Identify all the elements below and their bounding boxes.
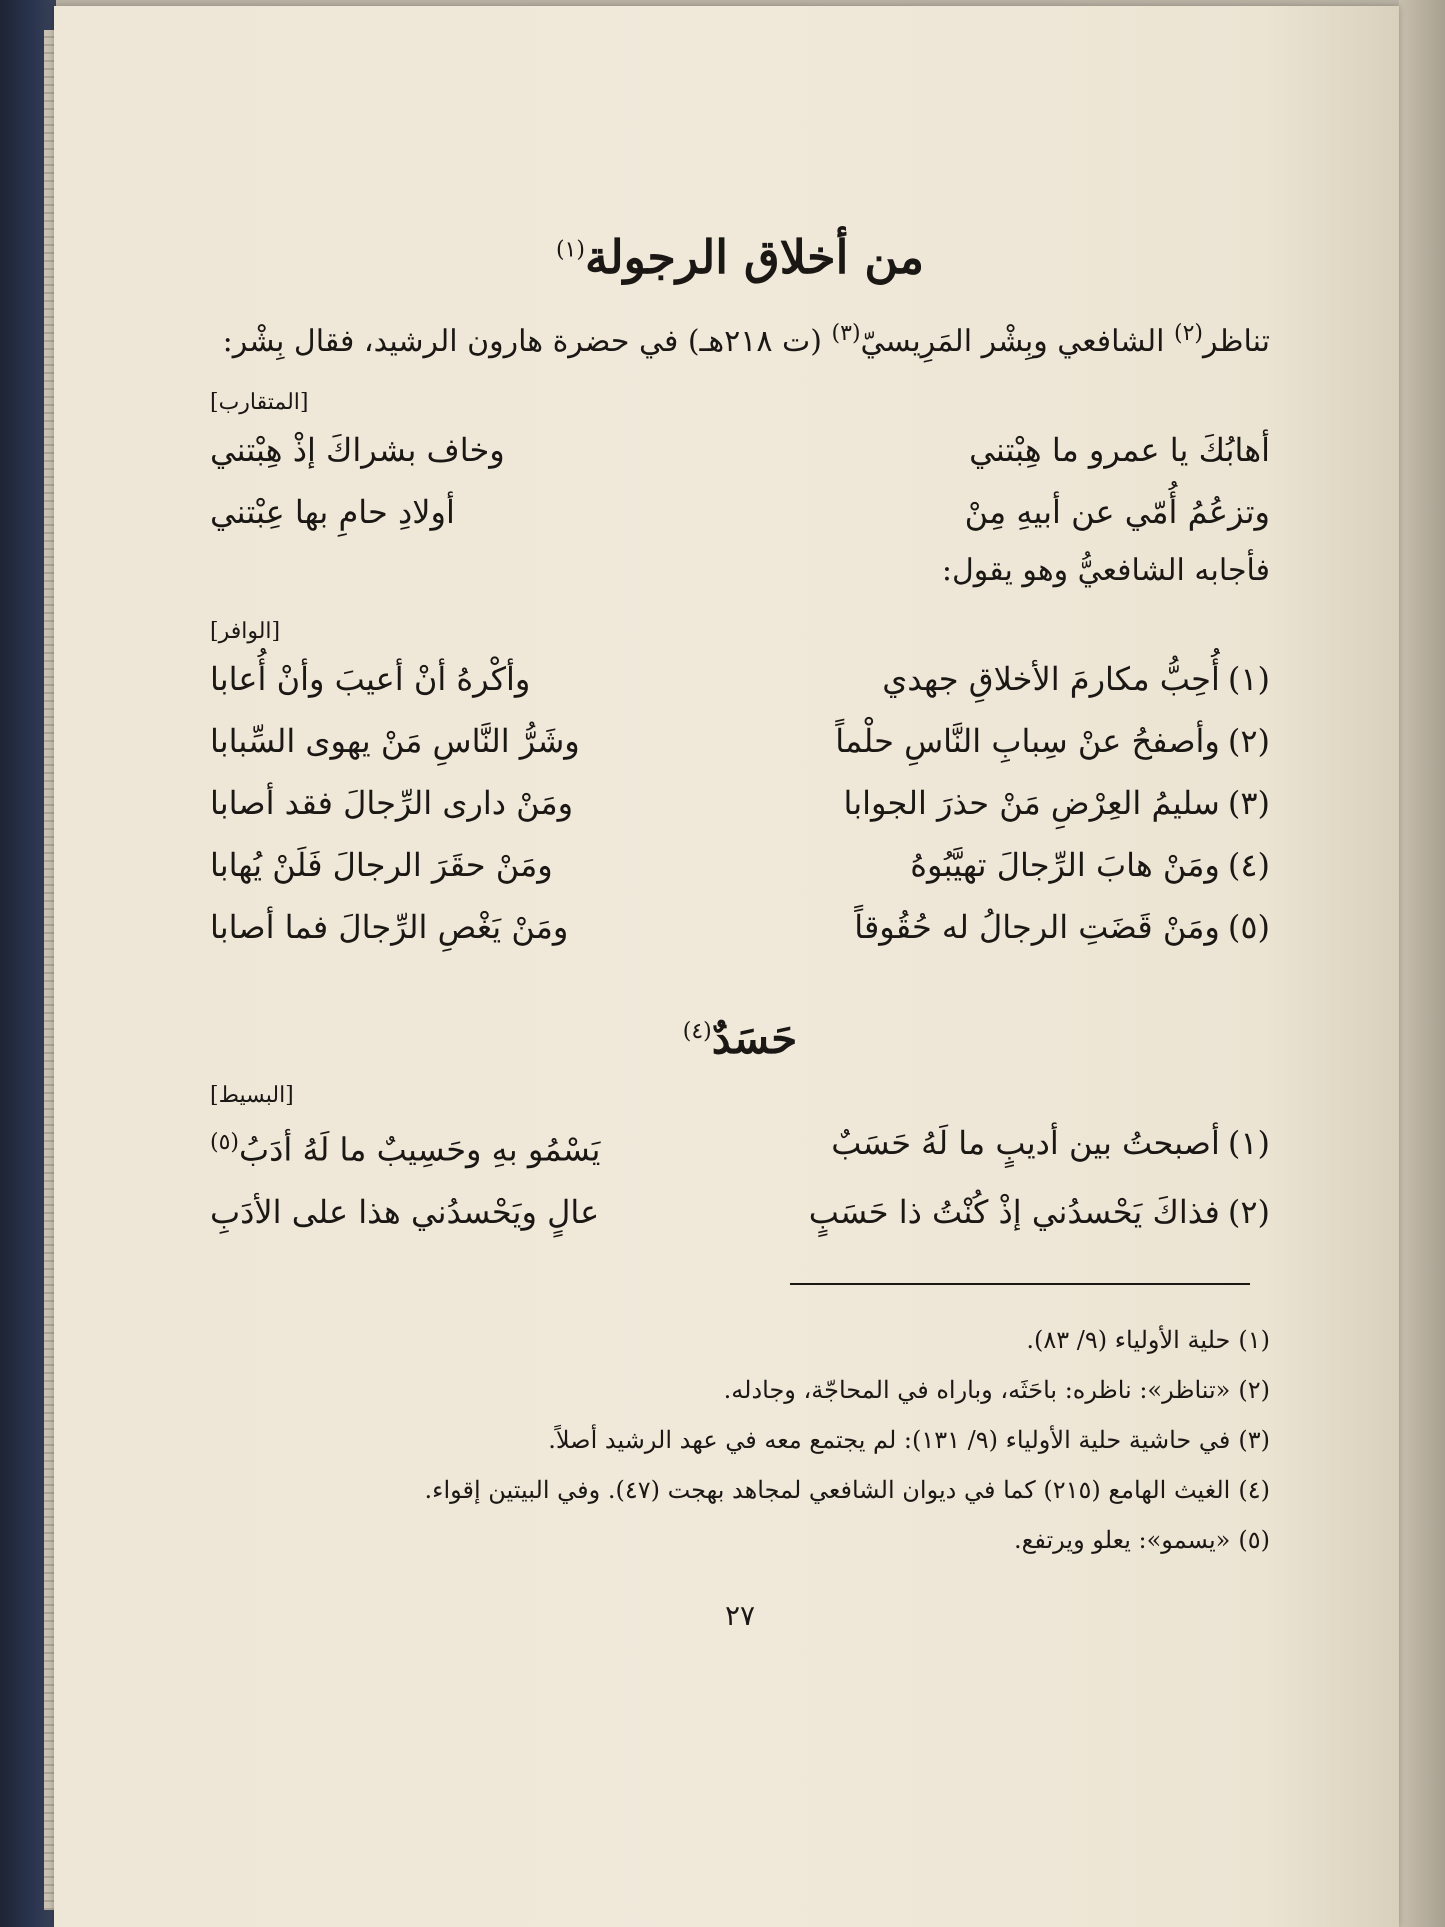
footnote-divider — [790, 1283, 1250, 1285]
footnote-text: «يسمو»: يعلو ويرتفع. — [1013, 1525, 1231, 1554]
verse-number: (٤) — [1227, 846, 1270, 884]
second-hemistich: وشَرُّ النَّاسِ مَنْ يهوى السِّبابا — [210, 722, 580, 760]
intro-text-1: تناظر — [1203, 324, 1270, 359]
first-hemistich — [761, 648, 1270, 710]
poem-2 — [210, 648, 1270, 958]
second-hemistich: ومَنْ حقَرَ الرجالَ فَلَنْ يُهابا — [210, 846, 553, 884]
verse — [210, 834, 1270, 896]
hemistich-text: وأصفحُ عنْ سِبابِ النَّاسِ حلْماً — [835, 722, 1220, 760]
meter-label: [البسيط] — [210, 1083, 294, 1108]
verse-number: (١) — [1227, 660, 1270, 698]
page-number: ٢٧ — [724, 1598, 756, 1632]
footnote-ref: (٣) — [831, 321, 861, 346]
second-hemistich — [210, 1112, 719, 1181]
section-title-text: حَسَدٌ — [711, 1014, 798, 1063]
footnote-ref: (٥) — [210, 1130, 240, 1155]
second-hemistich: عالٍ ويَحْسدُني هذا على الأدَبِ — [210, 1192, 600, 1231]
footnote-number: (٤) — [1238, 1475, 1270, 1504]
second-hemistich: ومَنْ يَغْصِ الرِّجالَ فما أصابا — [210, 908, 569, 946]
verse — [210, 419, 1270, 481]
first-hemistich: أهابُكَ يا عمرو ما هِبْتني — [969, 431, 1270, 469]
footnote — [210, 1315, 1270, 1365]
section-title — [210, 1014, 1270, 1063]
intro-text-2: الشافعي وبِشْر المَرِيسيّ — [860, 324, 1174, 359]
meter-label: [الوافر] — [210, 619, 281, 644]
footnote-number: (٥) — [1238, 1525, 1270, 1554]
footnotes — [210, 1315, 1270, 1565]
verse — [210, 481, 1270, 543]
first-hemistich — [761, 834, 1270, 896]
verse-number: (٢) — [1227, 722, 1270, 760]
meter-label: [المتقارب] — [210, 390, 309, 415]
second-hemistich: أولادِ حامِ بها عِبْتني — [210, 493, 455, 531]
verse-number: (٥) — [1227, 908, 1270, 946]
verse — [210, 710, 1270, 772]
verse-number: (٣) — [1227, 784, 1270, 822]
footnote-text: «تناظر»: ناظره: باحَثَه، وباراه في المحاجّة، وجادله. — [723, 1375, 1231, 1404]
verse — [210, 648, 1270, 710]
verse — [210, 1112, 1270, 1181]
second-hemistich: وخاف بشراكَ إذْ هِبْتني — [210, 431, 505, 469]
verse-number: (١) — [1227, 1124, 1270, 1162]
first-hemistich — [761, 1112, 1270, 1181]
second-hemistich: وأكْرهُ أنْ أعيبَ وأنْ أُعابا — [210, 660, 531, 698]
hemistich-text: أُحِبُّ مكارمَ الأخلاقِ جهدي — [882, 660, 1220, 698]
footnote-text: الغيث الهامع (٢١٥) كما في ديوان الشافعي لمجاهد بهجت (٤٧). وفي البيتين إقواء. — [424, 1475, 1231, 1504]
first-hemistich — [761, 896, 1270, 958]
first-hemistich — [761, 1181, 1270, 1243]
verse — [210, 1181, 1270, 1243]
footnote-number: (٣) — [1238, 1425, 1270, 1454]
hemistich-text: يَسْمُو بهِ وحَسِيبٌ ما لَهُ أدَبُ — [239, 1130, 601, 1169]
hemistich-text: أصبحتُ بين أديبٍ ما لَهُ حَسَبٌ — [831, 1124, 1220, 1162]
page-content — [210, 230, 1270, 1632]
page-title — [210, 230, 1270, 284]
facing-page-edge — [1399, 0, 1445, 1927]
hemistich-text: فذاكَ يَحْسدُني إذْ كُنْتُ ذا حَسَبٍ — [808, 1192, 1220, 1231]
footnote-ref: (٤) — [682, 1019, 712, 1044]
verse — [210, 772, 1270, 834]
footnote — [210, 1465, 1270, 1515]
title-text: من أخلاق الرجولة — [584, 230, 925, 284]
footnote-number: (١) — [1238, 1325, 1270, 1354]
verse — [210, 896, 1270, 958]
hemistich-text: سليمُ العِرْضِ مَنْ حذرَ الجوابا — [843, 784, 1220, 822]
poem-3 — [210, 1112, 1270, 1243]
hemistich-text: ومَنْ هابَ الرِّجالَ تهيَّبُوهُ — [910, 846, 1220, 884]
footnote — [210, 1415, 1270, 1465]
reply-line: فأجابه الشافعيُّ وهو يقول: — [941, 553, 1270, 588]
second-hemistich: ومَنْ دارى الرِّجالَ فقد أصابا — [210, 784, 574, 822]
intro-text-3: (ت ٢١٨هـ) في حضرة هارون الرشيد، فقال بِشْر: — [222, 324, 832, 359]
hemistich-text: ومَنْ قَضَتِ الرجالُ له حُقُوقاً — [854, 908, 1220, 946]
footnote-text: في حاشية حلية الأولياء (٩/ ١٣١): لم يجتمع معه في عهد الرشيد أصلاً. — [548, 1425, 1231, 1454]
poem-1 — [210, 419, 1270, 543]
intro-paragraph — [210, 306, 1270, 370]
footnote — [210, 1515, 1270, 1565]
footnote — [210, 1365, 1270, 1415]
footnote-ref: (١) — [555, 237, 585, 263]
footnote-ref: (٢) — [1174, 321, 1204, 346]
first-hemistich — [761, 772, 1270, 834]
verse-number: (٢) — [1227, 1192, 1270, 1231]
first-hemistich: وتزعُمُ أُمّي عن أبيهِ مِنْ — [964, 493, 1270, 531]
first-hemistich — [761, 710, 1270, 772]
footnote-text: حلية الأولياء (٩/ ٨٣). — [1026, 1325, 1231, 1354]
footnote-number: (٢) — [1238, 1375, 1270, 1404]
